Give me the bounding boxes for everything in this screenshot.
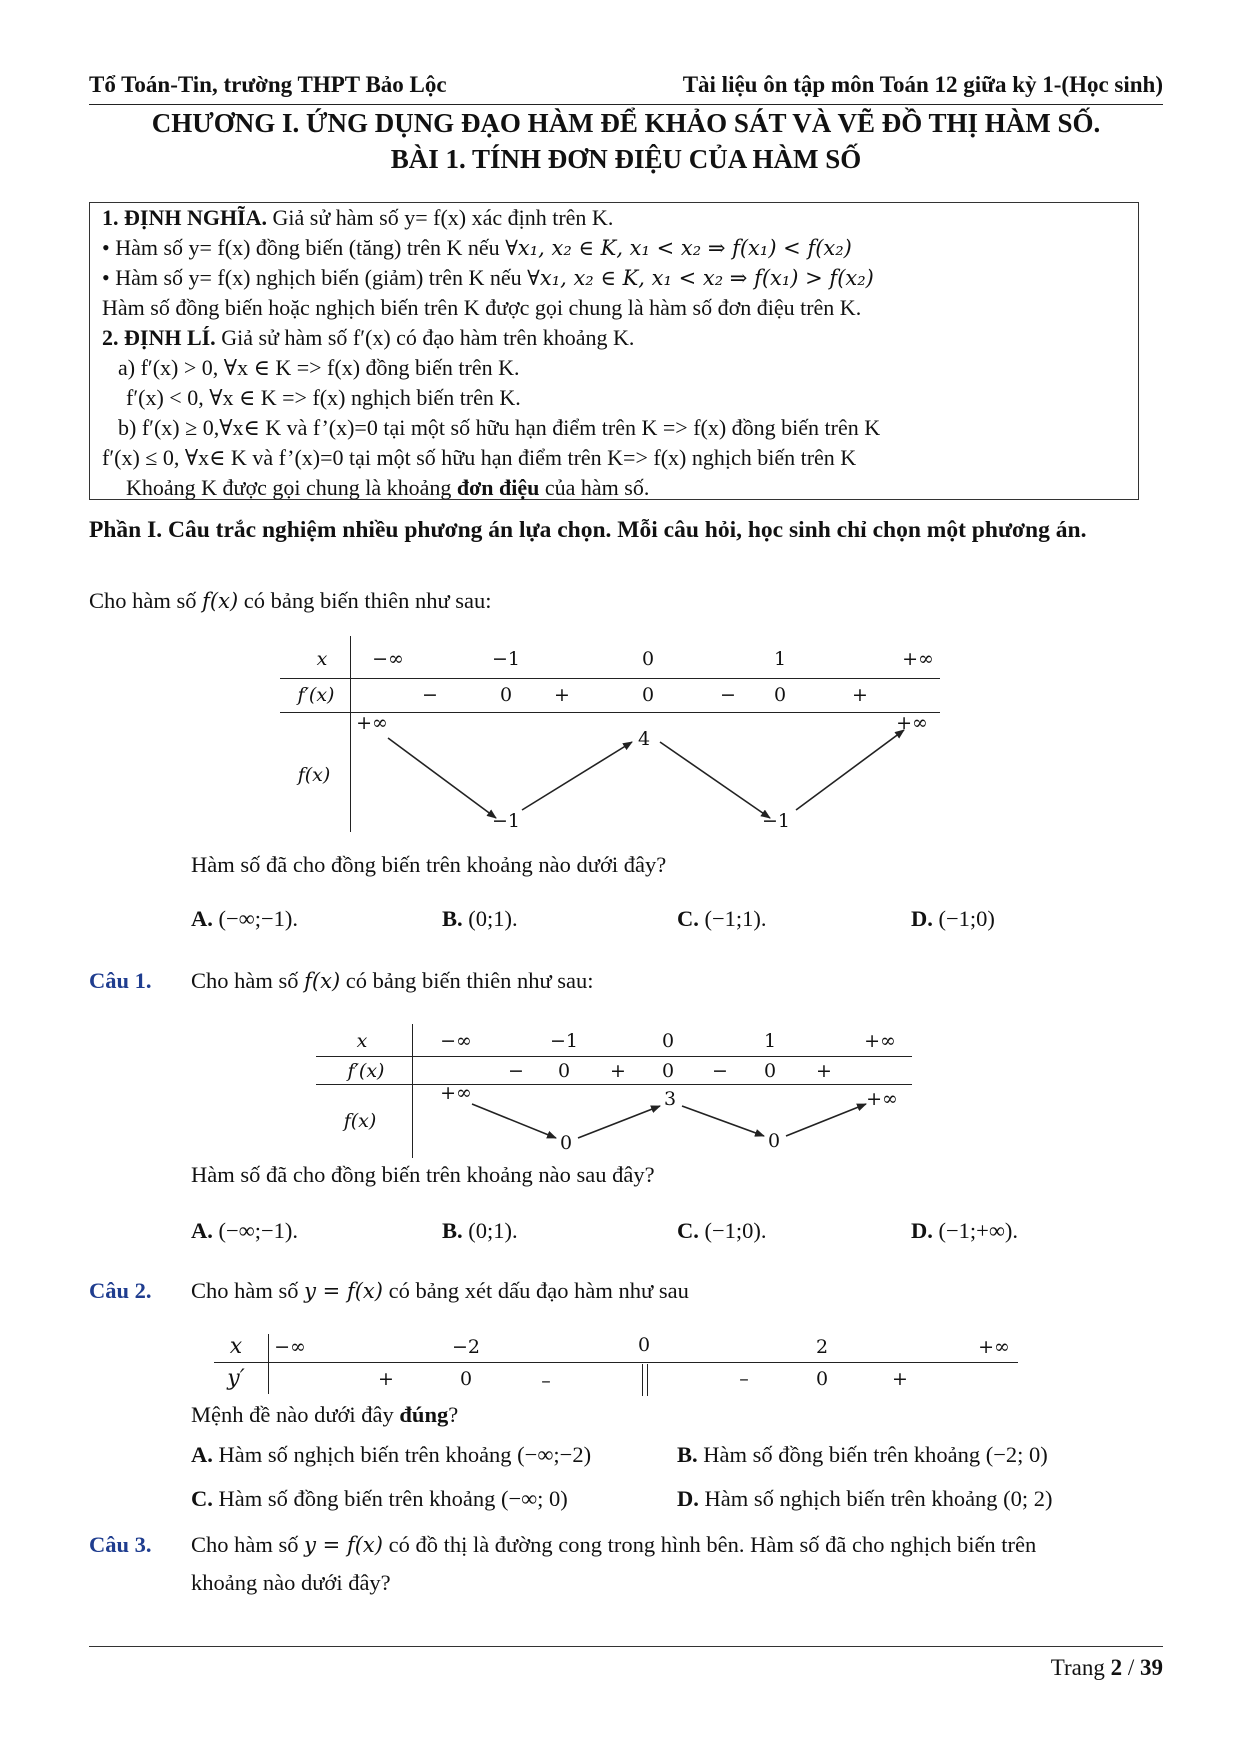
- option-text: Hàm số đồng biến trên khoảng (−2; 0): [703, 1442, 1048, 1467]
- x-value: −1: [491, 648, 521, 670]
- sign: –: [739, 1368, 749, 1390]
- option-label: B.: [677, 1442, 698, 1467]
- option-label: A.: [191, 906, 213, 931]
- example-question: Hàm số đã cho đồng biến trên khoảng nào dưới đây?: [191, 852, 667, 877]
- option-text: Hàm số đồng biến trên khoảng (−∞; 0): [218, 1486, 568, 1511]
- q3-label: Câu 3.: [89, 1532, 152, 1557]
- arrow-down: [472, 1104, 556, 1138]
- q3-line2: khoảng nào dưới đây?: [191, 1570, 391, 1595]
- x-value: 0: [637, 1334, 651, 1356]
- f-value: 4: [637, 728, 651, 750]
- arrow-up: [522, 742, 632, 810]
- f-value: 0: [559, 1132, 573, 1154]
- sign: 0: [661, 1060, 675, 1082]
- yprime-label: y′: [227, 1366, 245, 1391]
- option-label: B.: [442, 1218, 463, 1243]
- f-value: +∞: [866, 1088, 898, 1110]
- footer-divider: [89, 1646, 1163, 1647]
- sign: +: [554, 684, 570, 706]
- x-value: +∞: [864, 1030, 896, 1052]
- q3-fx: y = f(x): [304, 1533, 383, 1557]
- q2-prompt-post: ?: [448, 1402, 459, 1427]
- x-value: 2: [815, 1336, 829, 1358]
- definition-heading: 1. ĐỊNH NGHĨA.: [102, 205, 268, 230]
- part1-heading: Phần I. Câu trắc nghiệm nhiều phương án lựa chọn. Mỗi câu hỏi, học sinh chỉ chọn một phương án.: [89, 517, 1087, 543]
- x-value: 1: [773, 648, 787, 670]
- option-text: (−1;0): [938, 906, 995, 931]
- q1-intro-post: có bảng biến thiên như sau:: [340, 968, 594, 993]
- x-label: x: [316, 648, 328, 670]
- q1-label: Câu 1.: [89, 968, 152, 993]
- header-right: Tài liệu ôn tập môn Toán 12 giữa kỳ 1-(Học sinh): [682, 72, 1163, 97]
- option-label: A.: [191, 1442, 213, 1467]
- x-value: −2: [451, 1336, 481, 1358]
- fprime-label: f′(x): [347, 1060, 385, 1082]
- example-intro-pre: Cho hàm số: [89, 588, 203, 613]
- option-label: D.: [911, 906, 933, 931]
- theorem-a1: a) f′(x) > 0, ∀x ∈ K => f(x) đồng biến trên K.: [118, 355, 520, 380]
- page-total: 39: [1140, 1655, 1163, 1680]
- option-label: C.: [191, 1486, 213, 1511]
- option-label: B.: [442, 906, 463, 931]
- chapter-title: CHƯƠNG I. ỨNG DỤNG ĐẠO HÀM ĐỂ KHẢO SÁT VÀ VẼ ĐỒ THỊ HÀM SỐ.: [151, 108, 1101, 138]
- x-value: −1: [549, 1030, 579, 1052]
- arrow-down: [388, 738, 496, 818]
- def-inc-text: • Hàm số y= f(x) đồng biến (tăng) trên K nếu: [102, 235, 506, 260]
- theorem-b2: f′(x) ≤ 0, ∀x∈ K và f’(x)=0 tại một số hữu hạn điểm trên K=> f(x) nghịch biến trên K: [102, 445, 857, 470]
- x-value: −∞: [372, 648, 404, 670]
- sign: 0: [557, 1060, 571, 1082]
- option-text: (−1;+∞).: [938, 1218, 1019, 1243]
- page-prefix: Trang: [1050, 1655, 1111, 1680]
- x-value: +∞: [978, 1336, 1010, 1358]
- q2-fx: y = f(x): [304, 1279, 383, 1303]
- example-arrows: [388, 730, 904, 818]
- f-label: f(x): [343, 1110, 377, 1132]
- sign: +: [816, 1060, 832, 1082]
- q1-arrows: [472, 1104, 866, 1138]
- sign: +: [378, 1368, 394, 1390]
- sign: 0: [815, 1368, 829, 1390]
- f-value: 3: [663, 1088, 677, 1110]
- option-label: C.: [677, 1218, 699, 1243]
- example-fx: f(x): [202, 589, 239, 613]
- q1-intro-pre: Cho hàm số: [191, 968, 305, 993]
- note-post: của hàm số.: [539, 475, 650, 500]
- option-text: (0;1).: [468, 1218, 518, 1243]
- sign: 0: [459, 1368, 473, 1390]
- def-inc-math: ∀x₁, x₂ ∈ K, x₁ < x₂ ⇒ f(x₁) < f(x₂): [505, 236, 852, 260]
- q3-line1-post: có đồ thị là đường cong trong hình bên. Hàm số đã cho nghịch biến trên: [382, 1532, 1037, 1557]
- x-value: 0: [641, 648, 655, 670]
- q1-question: Hàm số đã cho đồng biến trên khoảng nào sau đây?: [191, 1162, 655, 1187]
- theorem-b1: b) f′(x) ≥ 0,∀x∈ K và f’(x)=0 tại một số hữu hạn điểm trên K => f(x) đồng biến trên K: [118, 415, 881, 440]
- option-label: C.: [677, 906, 699, 931]
- lesson-title: BÀI 1. TÍNH ĐƠN ĐIỆU CỦA HÀM SỐ: [390, 144, 862, 174]
- q3-line1-pre: Cho hàm số: [191, 1532, 305, 1557]
- option-text: (−1;1).: [704, 906, 767, 931]
- x-value: −∞: [440, 1030, 472, 1052]
- x-value: 1: [763, 1030, 777, 1052]
- option-text: (−∞;−1).: [218, 906, 299, 931]
- q2-prompt-bold: đúng: [399, 1402, 449, 1427]
- sign: +: [852, 684, 868, 706]
- arrow-up: [796, 730, 904, 810]
- definition-summary: Hàm số đồng biến hoặc nghịch biến trên K được gọi chung là hàm số đơn điệu trên K.: [102, 295, 862, 320]
- sign: 0: [641, 684, 655, 706]
- q2-intro-post: có bảng xét dấu đạo hàm như sau: [382, 1278, 689, 1303]
- x-label: x: [356, 1030, 368, 1052]
- arrow-up: [786, 1104, 866, 1136]
- option-text: Hàm số nghịch biến trên khoảng (0; 2): [704, 1486, 1053, 1511]
- sign: 0: [763, 1060, 777, 1082]
- sign: –: [541, 1370, 551, 1392]
- arrow-up: [578, 1106, 660, 1138]
- sign: +: [610, 1060, 626, 1082]
- theorem-a2: f′(x) < 0, ∀x ∈ K => f(x) nghịch biến trên K.: [126, 385, 521, 410]
- x-value: +∞: [902, 648, 934, 670]
- page-separator: /: [1122, 1655, 1140, 1680]
- theorem-intro: Giả sử hàm số f′(x) có đạo hàm trên khoảng K.: [215, 325, 635, 350]
- f-value: +∞: [356, 712, 388, 734]
- def-dec-text: • Hàm số y= f(x) nghịch biến (giảm) trên K nếu: [102, 265, 528, 290]
- sign: −: [712, 1060, 728, 1082]
- arrow-down: [682, 1106, 764, 1136]
- sign: 0: [773, 684, 787, 706]
- q2-label: Câu 2.: [89, 1278, 152, 1303]
- option-text: Hàm số nghịch biến trên khoảng (−∞;−2): [218, 1442, 592, 1467]
- q1-fx: f(x): [304, 969, 341, 993]
- sign: −: [720, 684, 736, 706]
- fprime-label: f′(x): [297, 684, 335, 706]
- f-value: −1: [491, 810, 521, 832]
- x-value: 0: [661, 1030, 675, 1052]
- arrow-down: [660, 742, 770, 818]
- option-label: D.: [911, 1218, 933, 1243]
- sign: −: [422, 684, 438, 706]
- sign: 0: [499, 684, 513, 706]
- option-text: (0;1).: [468, 906, 518, 931]
- option-label: D.: [677, 1486, 699, 1511]
- f-value: −1: [761, 810, 791, 832]
- option-text: (−1;0).: [704, 1218, 767, 1243]
- theorem-heading: 2. ĐỊNH LÍ.: [102, 325, 216, 350]
- sign: −: [508, 1060, 524, 1082]
- header-left: Tổ Toán-Tin, trường THPT Bảo Lộc: [89, 72, 447, 97]
- x-label: x: [229, 1334, 243, 1359]
- sign: +: [892, 1368, 908, 1390]
- page-current: 2: [1110, 1655, 1123, 1680]
- definition-intro: Giả sử hàm số y= f(x) xác định trên K.: [267, 205, 614, 230]
- q2-intro-pre: Cho hàm số: [191, 1278, 305, 1303]
- f-value: 0: [767, 1130, 781, 1152]
- example-intro-post: có bảng biến thiên như sau:: [238, 588, 492, 613]
- f-value: +∞: [440, 1082, 472, 1104]
- x-value: −∞: [274, 1336, 306, 1358]
- f-value: +∞: [896, 712, 928, 734]
- option-text: (−∞;−1).: [218, 1218, 299, 1243]
- note-bold: đơn điệu: [456, 475, 540, 500]
- note-pre: Khoảng K được gọi chung là khoảng: [126, 475, 457, 500]
- f-label: f(x): [297, 764, 331, 786]
- page-number: [1051, 1655, 1163, 1681]
- def-dec-math: ∀x₁, x₂ ∈ K, x₁ < x₂ ⇒ f(x₁) > f(x₂): [527, 266, 874, 290]
- q2-prompt-pre: Mệnh đề nào dưới đây: [191, 1402, 400, 1427]
- option-label: A.: [191, 1218, 213, 1243]
